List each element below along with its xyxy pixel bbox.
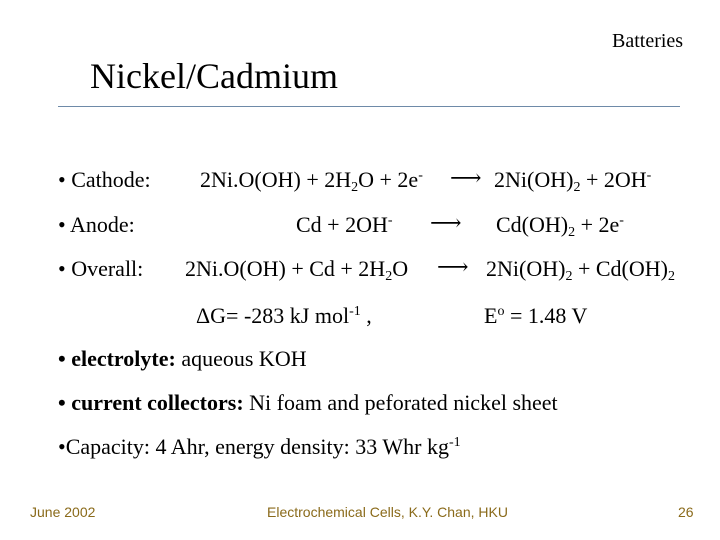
standard-potential: $E^o = 1.48$ V [484,303,588,328]
overall-label: • Overall: [58,256,144,281]
overall-products: $2Ni(OH)_2 + Cd(OH)_2$ [486,256,675,284]
slide-title: Nickel/Cadmium [90,56,338,96]
slide-number: 26 [678,504,694,520]
cathode-arrow-icon: ⟶ [450,166,482,191]
overall-arrow-icon: ⟶ [437,255,469,280]
title-divider [58,106,680,107]
cathode-products: $2Ni(OH)_2 + 2OH^-$ [494,167,652,195]
anode-label: • Anode: [58,212,135,237]
section-label: Batteries [612,30,684,52]
anode-reactants: Cd + 2OH- [296,212,393,237]
current-collectors-bullet: • current collectors: Ni foam and peforated nickel sheet [58,390,558,415]
capacity-bullet: •Capacity: 4 Ahr, energy density: 33 Whr $kg^{-1}$ [58,434,461,459]
footer-center-text: Electrochemical Cells, K.Y. Chan, HKU [267,504,508,520]
anode-arrow-icon: ⟶ [430,211,462,236]
electrolyte-bullet: • electrolyte: aqueous KOH [58,346,307,371]
cathode-reactants: $2Ni.O(OH) + 2H_2O + 2e^-$ [200,167,423,195]
footer-date: June 2002 [30,504,96,520]
cathode-label: • Cathode: [58,167,151,192]
anode-products: $Cd(OH)_2 + 2e^-$ [496,212,624,240]
overall-reactants: $2Ni.O(OH) + Cd + 2H_2O$ [185,256,409,284]
gibbs-energy: ΔG= -283 kJ mol$^{-1}$ , [196,303,372,328]
